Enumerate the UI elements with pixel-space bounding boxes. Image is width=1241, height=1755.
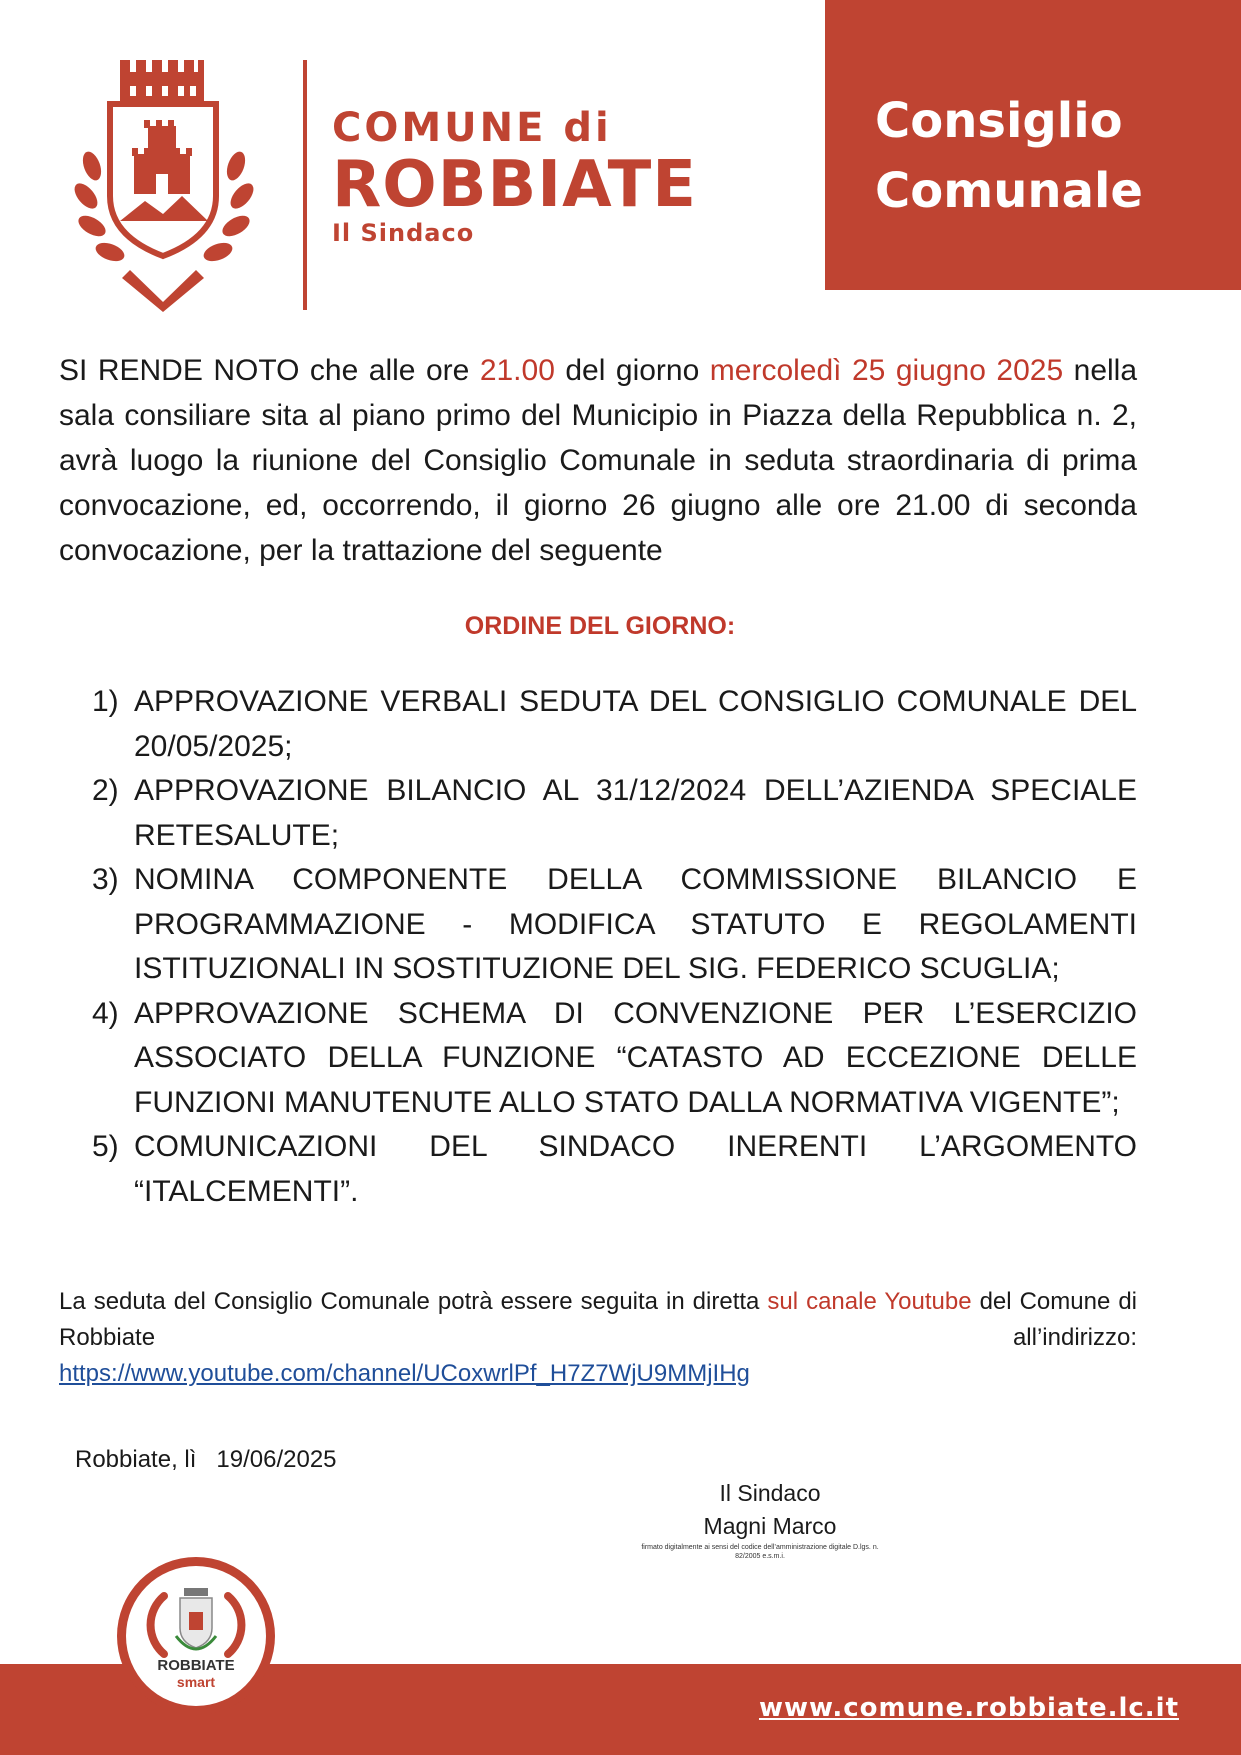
agenda-item-number: 4) (92, 996, 119, 1030)
org-line2: ROBBIATE (332, 148, 697, 222)
title-box-text (875, 86, 1143, 226)
signature-name: Magni Marco (703, 1513, 837, 1539)
agenda-item-text: NOMINA COMPONENTE DELLA COMMISSIONE BILANCIO E PROGRAMMAZIONE - MODIFICA STATUTO E REGOLAMENTI ISTITUZIONALI IN SOSTITUZIONE DEL SIG. FEDERICO SCUGLIA; (134, 863, 1137, 985)
intro-paragraph (59, 348, 1137, 573)
agenda-item (92, 992, 1137, 1126)
meeting-time: 21.00 (479, 354, 555, 387)
robbiate-smart-badge (117, 1557, 275, 1715)
agenda-item-number: 2) (92, 774, 119, 807)
intro-part2: del giorno (554, 354, 710, 387)
badge-line2: smart (176, 1674, 216, 1690)
agenda-item-text: COMUNICAZIONI DEL SINDACO INERENTI L’ARGOMENTO “ITALCEMENTI”. (134, 1130, 1137, 1208)
coat-of-arms-crest-icon (70, 56, 290, 312)
header-divider (303, 60, 307, 310)
agenda-item (92, 858, 1137, 992)
stream-paragraph (59, 1284, 1137, 1356)
stream-highlight: sul canale Youtube (767, 1288, 972, 1315)
meeting-date: mercoledì 25 giugno 2025 (709, 354, 1064, 387)
digital-signature-note: firmato digitalmente ai sensi del codice dell’amministrazione digitale D.lgs. n. 82/2005 e.s.m.i. (641, 1544, 879, 1560)
intro-part1: SI RENDE NOTO che alle ore (59, 354, 480, 387)
agenda-list (92, 680, 1137, 1214)
agenda-item-number: 3) (92, 863, 119, 896)
place-label: Robbiate, lì (75, 1446, 197, 1473)
agenda-item-text: APPROVAZIONE SCHEMA DI CONVENZIONE PER L’ESERCIZIO ASSOCIATO DELLA FUNZIONE “CATASTO AD ECCEZIONE DELLE FUNZIONI MANUTENUTE ALLO STATO DALLA NORMATIVA VIGENTE”; (134, 996, 1137, 1119)
signature-block (690, 1477, 850, 1543)
title-box (825, 0, 1241, 290)
website-link[interactable]: www.comune.robbiate.lc.it (758, 1693, 1179, 1723)
agenda-item-number: 1) (92, 685, 119, 718)
org-line1: COMUNE di (332, 105, 612, 151)
title-line1: Consiglio (875, 93, 1123, 149)
org-line3: Il Sindaco (332, 219, 475, 247)
issue-date: 19/06/2025 (216, 1446, 337, 1473)
agenda-item-number: 5) (92, 1130, 119, 1163)
intro-part3: nella sala consiliare sita al piano primo del Municipio in Piazza della Repubblica n. 2, avrà luogo la riunione del Consiglio Comunale in seduta straordinaria di prima convocazione, ed, occorrendo, il giorno 26 giugno alle ore 21.00 di seconda convocazione, per la trattazione del seguente (59, 354, 1138, 567)
youtube-channel-link[interactable]: https://www.youtube.com/channel/UCoxwrlPf_H7Z7WjU9MMjIHg (59, 1360, 750, 1387)
agenda-item-text: APPROVAZIONE BILANCIO AL 31/12/2024 DELL’AZIENDA SPECIALE RETESALUTE; (134, 774, 1137, 852)
org-name-block (332, 106, 697, 248)
agenda-item (92, 680, 1137, 769)
place-date (75, 1442, 337, 1478)
signature-role: Il Sindaco (719, 1480, 821, 1506)
stream-part2: del Comune di Robbiate all’indirizzo: (59, 1288, 1137, 1351)
badge-line1: ROBBIATE (157, 1657, 235, 1674)
agenda-item (92, 1125, 1137, 1214)
stream-part1: La seduta del Consiglio Comunale potrà essere seguita in diretta (59, 1288, 768, 1315)
title-line2: Comunale (875, 163, 1143, 219)
agenda-item (92, 769, 1137, 858)
agenda-title: ORDINE DEL GIORNO: (464, 612, 736, 640)
agenda-item-text: APPROVAZIONE VERBALI SEDUTA DEL CONSIGLIO COMUNALE DEL 20/05/2025; (134, 685, 1137, 763)
